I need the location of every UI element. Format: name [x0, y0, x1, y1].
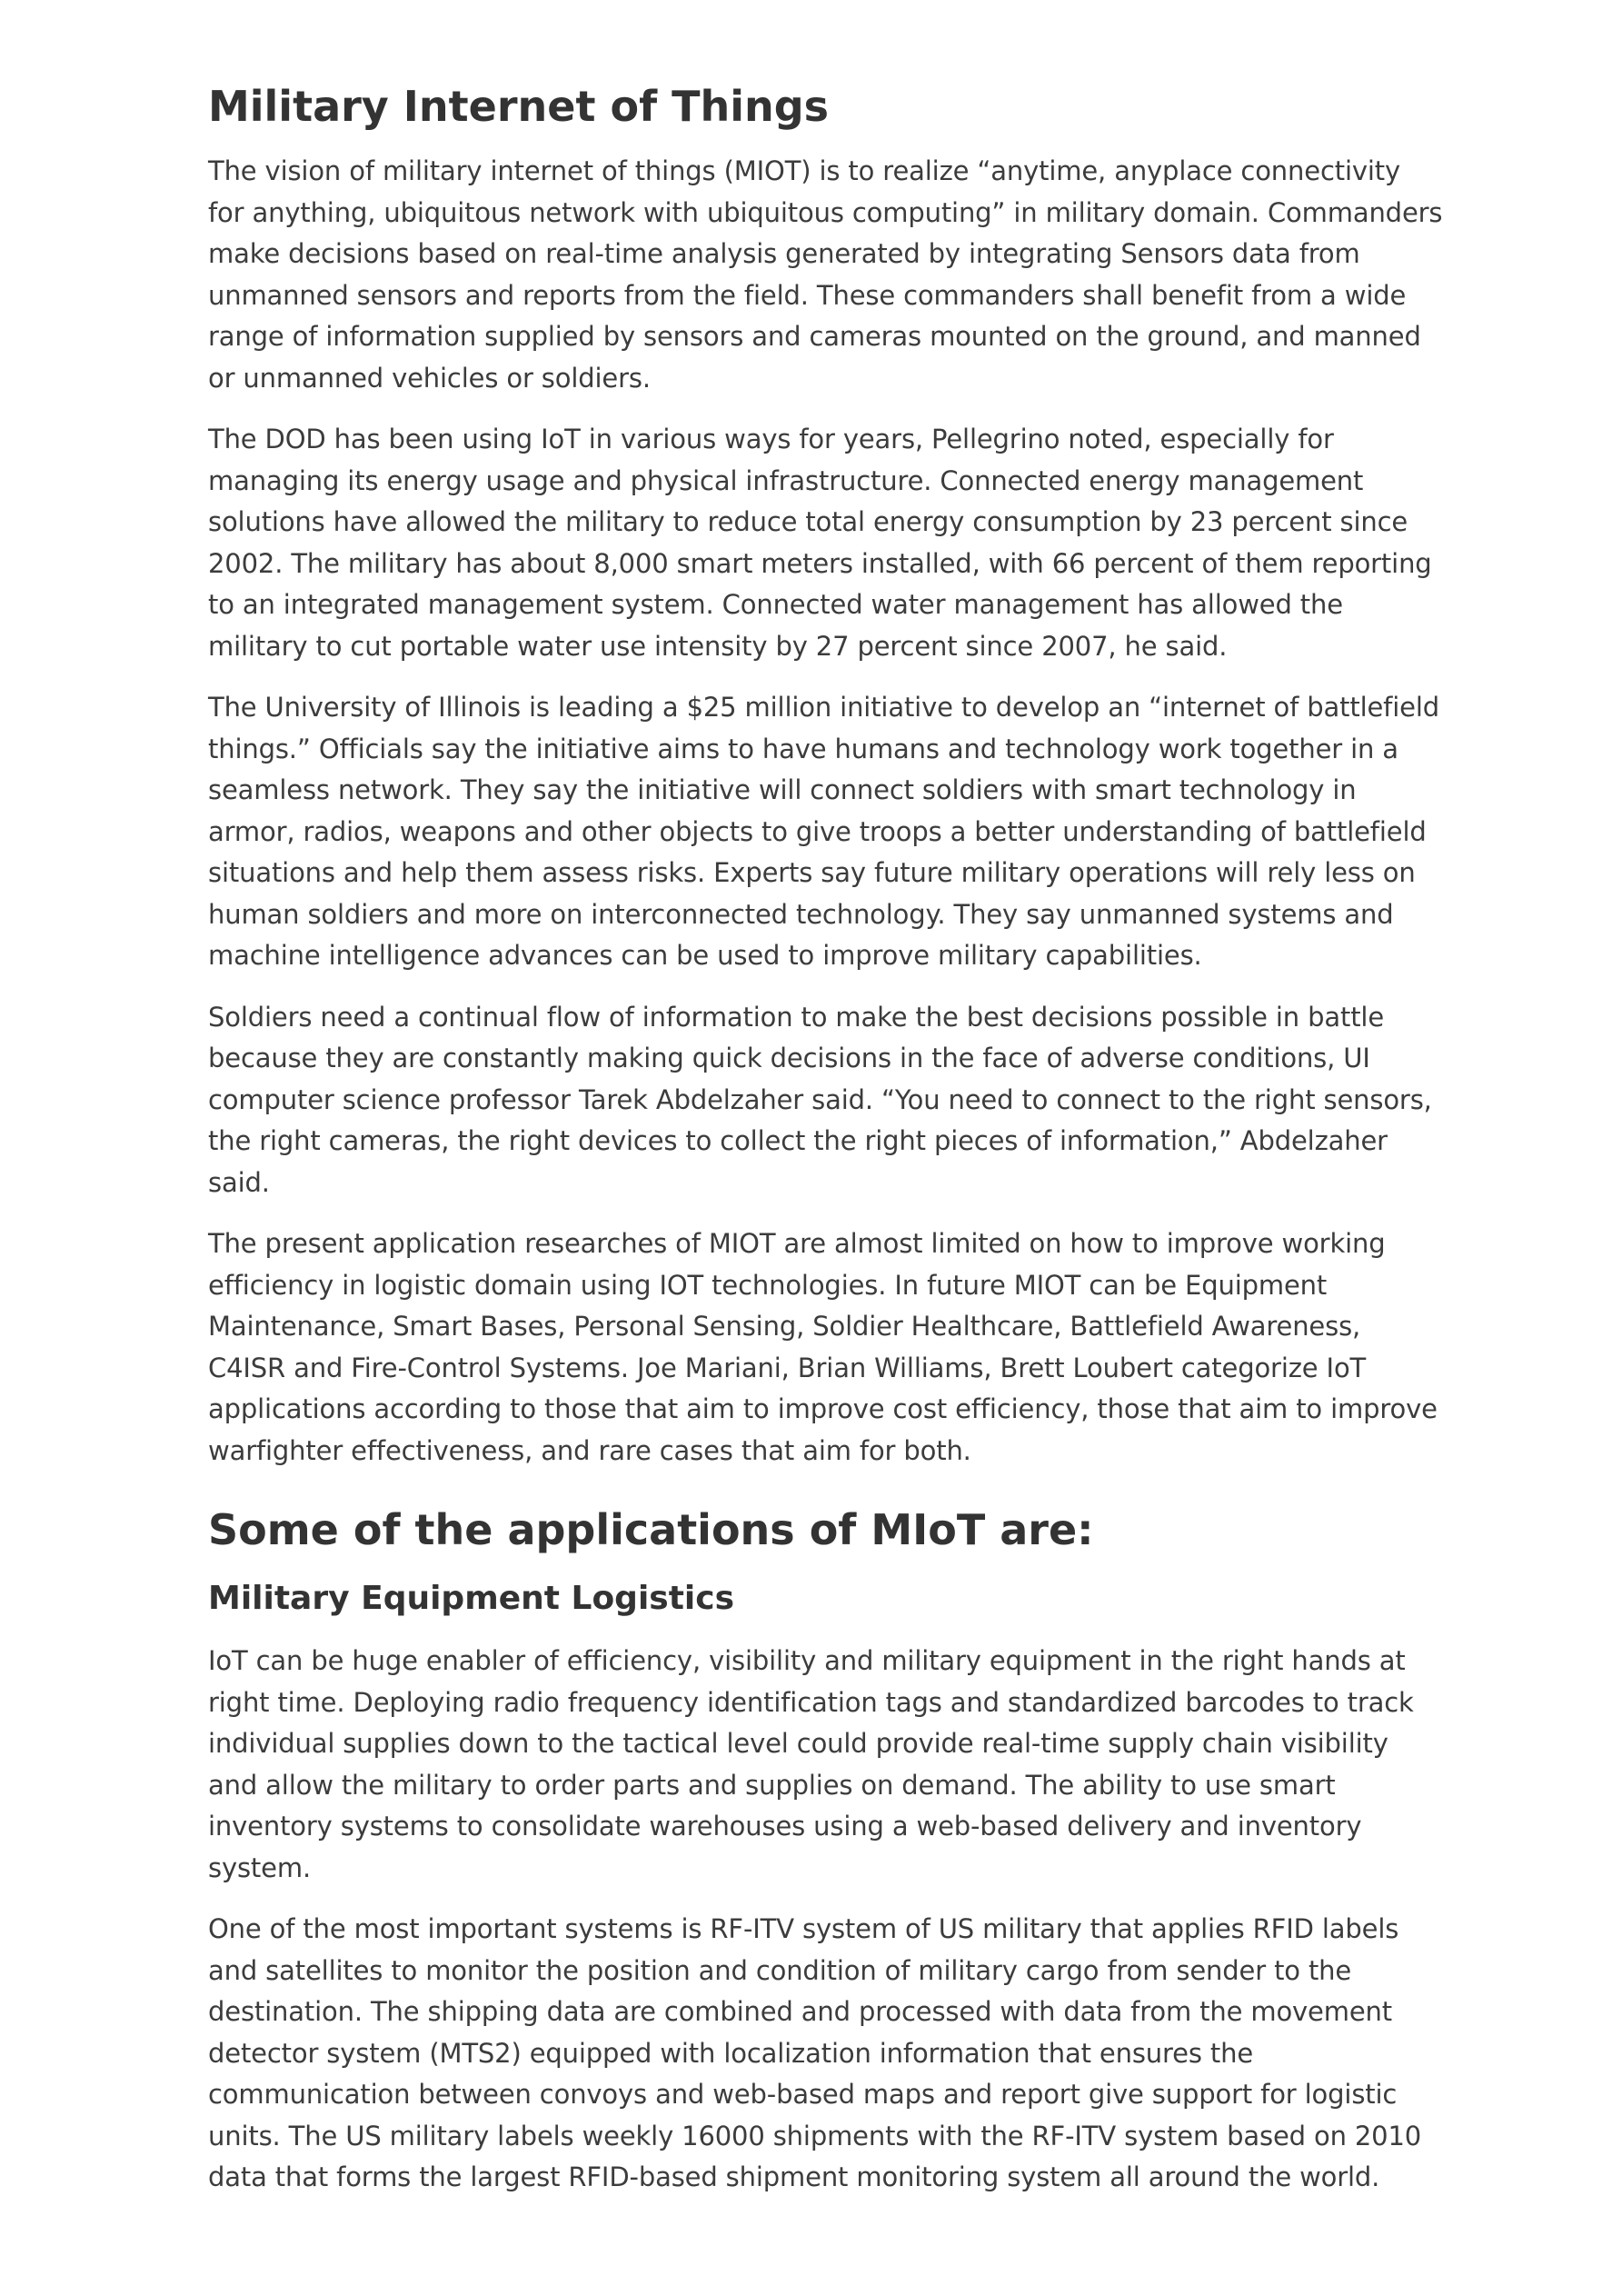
section-heading: Some of the applications of MIoT are:: [208, 1505, 1094, 1554]
intro-paragraph-4: Soldiers need a continual flow of information to make the best decisions possible in battle because they are constantly making quick decisions in the face of adverse conditions, UI computer science professor Tarek Abdelzaher said. “You need to connect to the right sensors, the right cameras, the right devices to collect the right pieces of information,” Abdelzaher said.: [208, 1001, 1432, 1198]
document-title: Military Internet of Things: [208, 82, 830, 131]
subsection-paragraph-2: One of the most important systems is RF-ITV system of US military that applies RFID labels and satellites to monitor the position and condition of military cargo from sender to the destination. The shipping data are combined and processed with data from the movement detector system (MTS2) equipped with localization information that ensures the communication between convoys and web-based maps and report give support for logistic units. The US military labels weekly 16000 shipments with the RF-ITV system based on 2010 data that forms the largest RFID-based shipment monitoring system all around the world.: [208, 1913, 1422, 2192]
document-page: [208, 80, 1444, 2219]
subsection-heading: Military Equipment Logistics: [208, 1580, 735, 1617]
subsection-paragraph-1: IoT can be huge enabler of efficiency, visibility and military equipment in the right hands at right time. Deploying radio frequency identification tags and standardized barcodes to track individual supplies down to the tactical level could provide real-time supply chain visibility and allow the military to order parts and supplies on demand. The ability to use smart inventory systems to consolidate warehouses using a web-based delivery and inventory system.: [208, 1645, 1414, 1883]
intro-paragraph-1: The vision of military internet of things (MIOT) is to realize “anytime, anyplace connectivity for anything, ubiquitous network with ubiquitous computing” in military domain. Commanders make decisions based on real-time analysis generated by integrating Sensors data from unmanned sensors and reports from the field. These commanders shall benefit from a wide range of information supplied by sensors and cameras mounted on the ground, and manned or unmanned vehicles or soldiers.: [208, 155, 1443, 394]
intro-paragraph-2: The DOD has been using IoT in various ways for years, Pellegrino noted, especially for managing its energy usage and physical infrastructure. Connected energy management solutions have allowed the military to reduce total energy consumption by 23 percent since 2002. The military has about 8,000 smart meters installed, with 66 percent of them reporting to an integrated management system. Connected water management has allowed the military to cut portable water use intensity by 27 percent since 2007, he said.: [208, 424, 1432, 662]
intro-paragraph-5: The present application researches of MIOT are almost limited on how to improve working efficiency in logistic domain using IOT technologies. In future MIOT can be Equipment Maintenance, Smart Bases, Personal Sensing, Soldier Healthcare, Battlefield Awareness, C4ISR and Fire-Control Systems. Joe Mariani, Brian Williams, Brett Loubert categorize IoT applications according to those that aim to improve cost efficiency, those that aim to improve warfighter effectiveness, and rare cases that aim for both.: [208, 1228, 1438, 1466]
intro-paragraph-3: The University of Illinois is leading a $25 million initiative to develop an “internet of battlefield things.” Officials say the initiative aims to have humans and technology work together in a seamless network. They say the initiative will connect soldiers with smart technology in armor, radios, weapons and other objects to give troops a better understanding of battlefield situations and help them assess risks. Experts say future military operations will rely less on human soldiers and more on interconnected technology. They say unmanned systems and machine intelligence advances can be used to improve military capabilities.: [208, 692, 1440, 971]
